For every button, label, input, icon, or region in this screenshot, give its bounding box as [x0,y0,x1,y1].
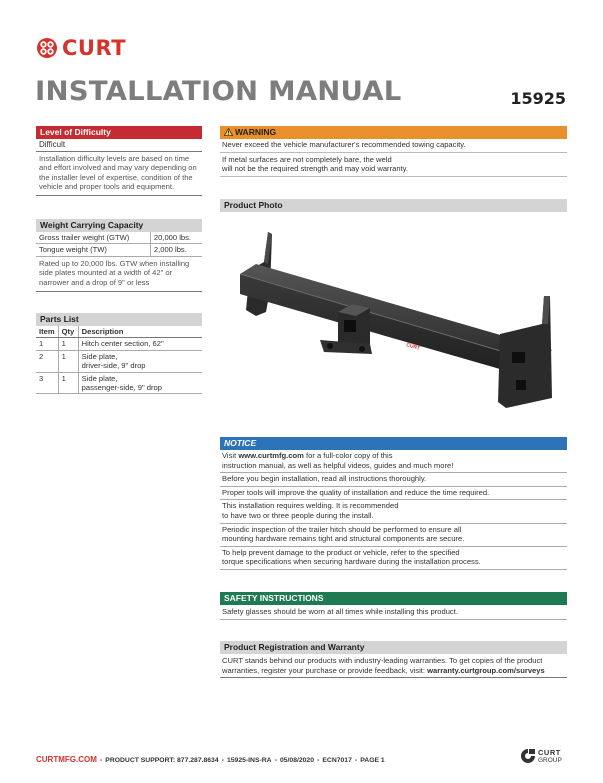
warning-section [220,126,567,177]
weight-label: Gross trailer weight (GTW) [36,232,150,244]
weight-heading: Weight Carrying Capacity [36,219,202,232]
registration-text [220,654,567,678]
notice-welding-line: This installation requires welding. It is recommended [222,501,399,511]
page-title: INSTALLATION MANUAL [35,76,402,107]
hitch-image [220,212,567,412]
safety-section [220,592,567,620]
part-description-line: Side plate, [81,351,118,361]
registration-heading: Product Registration and Warranty [220,641,567,654]
part-qty: 1 [58,372,78,394]
parts-section [36,313,202,394]
curt-gear-icon [36,37,58,59]
difficulty-level: Difficult [36,139,202,152]
notice-torque-line: To help prevent damage to the product or vehicle, refer to the specified [222,547,460,557]
warning-weld-line: If metal surfaces are not completely bare, the weld [222,154,392,164]
notice-visit-post: for a full-color copy of this [303,451,393,460]
weight-section [36,219,202,292]
part-qty: 1 [58,338,78,350]
warning-weld [220,153,567,177]
footer: CURTMFG.COM • PRODUCT SUPPORT: 877.287.8634 • 15925-INS-RA • 05/08/2020 • ECN7017 • PAGE 1 [36,755,385,764]
notice-visit-line2: instruction manual, as well as helpful videos, guides and much more! [222,460,454,470]
warning-heading [220,126,567,139]
group-name: CURT [538,747,561,757]
notice-torque [220,547,567,570]
difficulty-heading: Level of Difficulty [36,126,202,139]
footer-page: PAGE 1 [360,757,385,764]
notice-inspection-line: mounting hardware remains tight and structural components are secure. [222,534,465,544]
part-qty: 1 [58,350,78,372]
registration-line: CURT stands behind our products with industry-leading warranties. To get copies of the product [222,656,543,665]
weight-value: 2,000 lbs. [150,244,202,256]
notice-visit-pre: Visit [222,451,239,460]
table-row [36,232,202,244]
warning-weld-line: will not be the required strength and may void warranty. [222,164,409,174]
part-description-line: passenger-side, 9" drop [81,383,162,393]
column-header-description: Description [78,326,202,338]
warning-heading-text: WARNING [235,127,277,137]
part-description-line: driver-side, 9" drop [81,361,146,371]
notice-visit [220,450,567,473]
safety-text: Safety glasses should be worn at all times while installing this product. [220,605,567,620]
curt-group-icon [520,748,536,764]
footer-site-link[interactable]: CURTMFG.COM [36,755,97,764]
notice-torque-line: torque specifications when securing hardware during the installation process. [222,557,481,567]
warning-towing: Never exceed the vehicle manufacturer's recommended towing capacity. [220,139,567,153]
notice-section [220,437,567,570]
weight-table [36,232,202,257]
difficulty-section [36,126,202,196]
table-row [36,350,202,372]
notice-welding [220,500,567,523]
difficulty-description: Installation difficulty levels are based on time and effort involved and may vary depending on the installer level of expertise, condition of the vehicle and proper tools and equipment. [36,152,202,196]
photo-section [220,199,567,212]
notice-inspection [220,524,567,547]
part-number: 15925 [510,89,566,108]
safety-heading: SAFETY INSTRUCTIONS [220,592,567,605]
logo-wordmark: CURT [62,36,127,60]
parts-table [36,326,202,394]
footer-support: PRODUCT SUPPORT: 877.287.8634 [105,757,219,764]
notice-visit-link[interactable]: www.curtmfg.com [238,451,304,460]
column-header-item: Item [36,326,58,338]
table-header-row [36,326,202,338]
photo-heading: Product Photo [220,199,567,212]
product-photo [220,212,567,412]
weight-note: Rated up to 20,000 lbs. GTW when installing side plates mounted at a width of 42" or narrower and a drop of 9" or less [36,257,202,292]
part-item: 2 [36,350,58,372]
group-suffix: GROUP [538,756,562,764]
part-description-line: Side plate, [81,373,118,383]
footer-date: 05/08/2020 [279,757,314,764]
part-item: 1 [36,338,58,350]
part-description: Hitch center section, 62" [78,338,202,350]
weight-value: 20,000 lbs. [150,232,202,244]
parts-heading: Parts List [36,313,202,326]
table-row [36,244,202,256]
registration-line: warranties, register your purchase or provide feedback, visit: [222,665,428,675]
notice-welding-line: to have two or three people during the install. [222,510,374,520]
warning-triangle-icon [224,128,233,136]
column-header-qty: Qty [58,326,78,338]
photo-stamp: CURT [405,342,421,352]
curt-group-logo [520,748,562,764]
registration-section [220,641,567,678]
part-description [78,350,202,372]
footer-doc-number: 15925-INS-RA [227,757,272,764]
notice-item: Before you begin installation, read all instructions thoroughly. [220,473,567,487]
notice-heading: NOTICE [220,437,567,450]
part-description [78,372,202,394]
notice-item: Proper tools will improve the quality of installation and reduce the time required. [220,487,567,501]
part-item: 3 [36,372,58,394]
table-row [36,372,202,394]
weight-label: Tongue weight (TW) [36,244,150,256]
curt-logo [36,36,126,60]
table-row [36,338,202,350]
registration-link[interactable]: warranty.curtgroup.com/surveys [427,665,545,675]
notice-inspection-line: Periodic inspection of the trailer hitch should be performed to ensure all [222,524,462,534]
footer-ecn: ECN7017 [322,757,352,764]
